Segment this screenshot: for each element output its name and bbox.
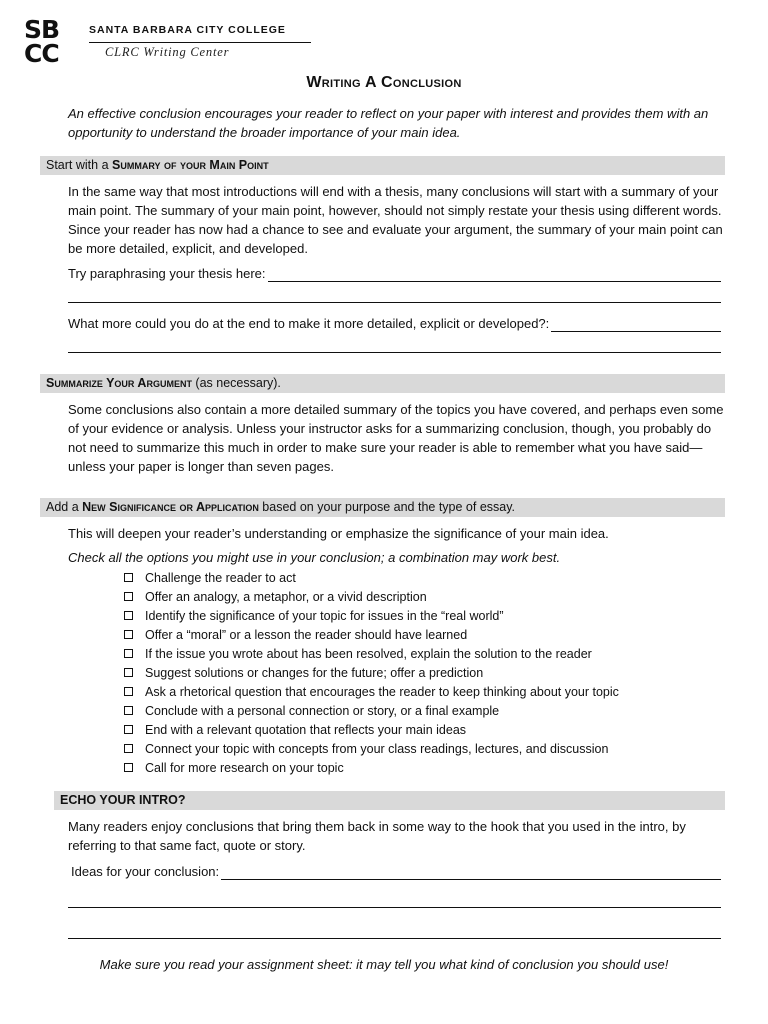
checklist-item[interactable]: Identify the significance of your topic for issues in the “real world” <box>124 606 619 625</box>
checklist-item[interactable]: Offer a “moral” or a lesson the reader should have learned <box>124 625 619 644</box>
checkbox[interactable] <box>124 763 133 772</box>
section-summary-header: Start with a Summary of your Main Point <box>40 156 725 175</box>
checkbox[interactable] <box>124 744 133 753</box>
college-logo <box>24 15 294 72</box>
section-echo-header: ECHO YOUR INTRO? <box>54 791 725 810</box>
blank-line <box>551 317 721 332</box>
checklist-item[interactable]: Conclude with a personal connection or story, or a final example <box>124 701 619 720</box>
blank-line[interactable] <box>68 938 721 939</box>
checkbox[interactable] <box>124 573 133 582</box>
closing-note: Make sure you read your assignment sheet: it may tell you what kind of conclusion you should use! <box>99 957 669 972</box>
logo-monogram: SB CC <box>24 15 60 68</box>
checkbox[interactable] <box>124 611 133 620</box>
college-name: SANTA BARBARA CITY COLLEGE <box>89 24 286 36</box>
page-title: Writing A Conclusion <box>306 74 462 91</box>
thesis-prompt: Try paraphrasing your thesis here: <box>68 266 266 281</box>
summary-paragraph: In the same way that most introductions will end with a thesis, many conclusions will start with a summary of your main point. The summary of your main point, however, should not simply restate your thesis using different words. Since your reader has now had a chance to see and evaluate your argument, the summary of your main point can be more detailed, explicit, and developed. <box>68 184 723 256</box>
argument-paragraph: Some conclusions also contain a more detailed summary of the topics you have covered, and perhaps even some of your evidence or analysis. Unless your instructor asks for a summarizing conclusion, though, you probably do not need to summarize this much in order to make sure your reader is able to remember what you have said—unless your paper is longer than seven pages. <box>68 402 724 474</box>
thesis-paraphrase-field[interactable] <box>68 263 721 282</box>
detail-prompt-field[interactable] <box>68 313 721 332</box>
checklist-item[interactable]: Call for more research on your topic <box>124 758 619 777</box>
checkbox[interactable] <box>124 725 133 734</box>
intro-paragraph: An effective conclusion encourages your reader to reflect on your paper with interest and provides them with an opportunity to understand the broader importance of your main idea. <box>68 106 709 140</box>
echo-paragraph: Many readers enjoy conclusions that bring them back in some way to the hook that you used in the intro, by referring to that same fact, quote or story. <box>68 819 686 853</box>
section-argument-header: Summarize Your Argument (as necessary). <box>40 374 725 393</box>
blank-line <box>268 267 721 282</box>
checklist-item[interactable]: Ask a rhetorical question that encourages the reader to keep thinking about your topic <box>124 682 619 701</box>
significance-paragraph: This will deepen your reader’s understanding or emphasize the significance of your main idea. <box>68 526 609 541</box>
checkbox[interactable] <box>124 630 133 639</box>
conclusion-ideas-field[interactable] <box>71 861 721 880</box>
checkbox[interactable] <box>124 592 133 601</box>
checkbox[interactable] <box>124 706 133 715</box>
checkbox[interactable] <box>124 668 133 677</box>
writing-center-name: CLRC Writing Center <box>105 45 230 59</box>
logo-divider <box>89 42 311 43</box>
blank-line[interactable] <box>68 302 721 303</box>
checklist-item[interactable]: Offer an analogy, a metaphor, or a vivid description <box>124 587 619 606</box>
checkbox[interactable] <box>124 687 133 696</box>
checklist-item[interactable]: If the issue you wrote about has been resolved, explain the solution to the reader <box>124 644 619 663</box>
ideas-prompt: Ideas for your conclusion: <box>71 864 220 879</box>
blank-line <box>221 865 721 880</box>
checklist-item[interactable]: Connect your topic with concepts from your class readings, lectures, and discussion <box>124 739 619 758</box>
checklist-instruction: Check all the options you might use in your conclusion; a combination may work best. <box>68 550 561 565</box>
conclusion-options-checklist <box>124 568 619 777</box>
blank-line[interactable] <box>68 907 721 908</box>
checkbox[interactable] <box>124 649 133 658</box>
checklist-item[interactable]: Challenge the reader to act <box>124 568 619 587</box>
section-significance-header: Add a New Significance or Application based on your purpose and the type of essay. <box>40 498 725 517</box>
detail-prompt: What more could you do at the end to make it more detailed, explicit or developed?: <box>68 316 550 331</box>
checklist-item[interactable]: Suggest solutions or changes for the future; offer a prediction <box>124 663 619 682</box>
blank-line[interactable] <box>68 352 721 353</box>
checklist-item[interactable]: End with a relevant quotation that reflects your main ideas <box>124 720 619 739</box>
